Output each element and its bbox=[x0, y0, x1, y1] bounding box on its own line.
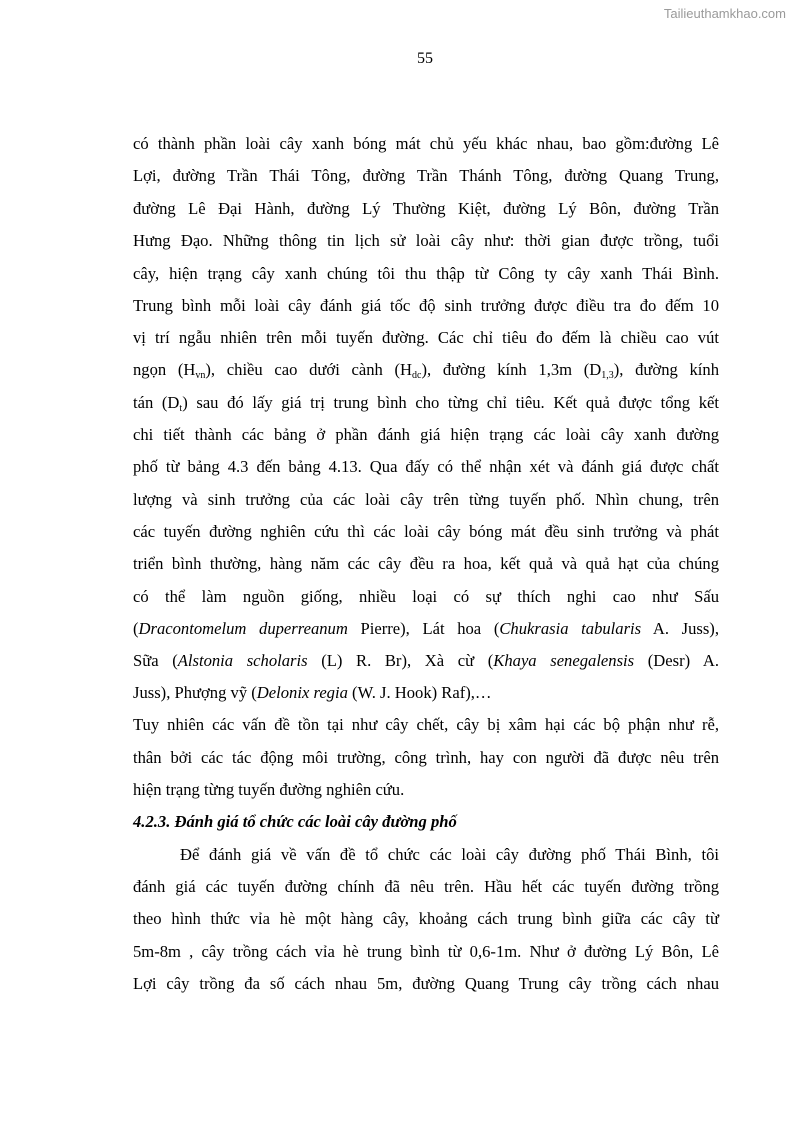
paragraph-line: Hưng Đạo. Những thông tin lịch sử loài cây như: thời gian được trồng, tuổi bbox=[133, 231, 719, 250]
text-run: ), đường kính bbox=[613, 360, 719, 379]
text-run: ) sau đó lấy giá trị trung bình cho từng chỉ tiêu. Kết quả được tổng kết bbox=[182, 393, 719, 412]
paragraph-line: cây, hiện trạng cây xanh chúng tôi thu thập từ Công ty cây xanh Thái Bình. bbox=[133, 264, 719, 283]
text-run: tán (D bbox=[133, 393, 180, 412]
paragraph-line: vị trí ngẫu nhiên trên mỗi tuyến đường. Các chỉ tiêu đo đếm là chiều cao vút bbox=[133, 328, 719, 347]
paragraph-line: lượng và sinh trưởng của các loài cây trên từng tuyến phố. Nhìn chung, trên bbox=[133, 490, 719, 509]
paragraph-line: có thành phần loài cây xanh bóng mát chủ yếu khác nhau, bao gồm:đường Lê bbox=[133, 134, 719, 153]
paragraph-line bbox=[133, 651, 719, 671]
paragraph-line: đánh giá các tuyến đường chính đã nêu trên. Hầu hết các tuyến đường trồng bbox=[133, 877, 719, 896]
text-run: ngọn (H bbox=[133, 360, 196, 379]
paragraph-line: Lợi, đường Trần Thái Tông, đường Trần Thánh Tông, đường Quang Trung, bbox=[133, 166, 719, 185]
page-number: 55 bbox=[417, 50, 433, 67]
paragraph-line: phố từ bảng 4.3 đến bảng 4.13. Qua đấy có thể nhận xét và đánh giá được chất bbox=[133, 457, 719, 476]
section-heading: 4.2.3. Đánh giá tổ chức các loài cây đường phố bbox=[133, 812, 457, 831]
paragraph-line: Để đánh giá về vấn đề tổ chức các loài cây đường phố Thái Bình, tôi bbox=[180, 845, 719, 864]
subscript: t bbox=[179, 403, 183, 414]
text-run: (L) R. Br), Xà cừ ( bbox=[307, 651, 494, 670]
text-run: (Desr) A. bbox=[634, 651, 719, 670]
paragraph-line: Lợi cây trồng đa số cách nhau 5m, đường Quang Trung cây trồng cách nhau bbox=[133, 974, 719, 993]
paragraph-line bbox=[133, 683, 719, 703]
paragraph-line: Trung bình mỗi loài cây đánh giá tốc độ sinh trưởng được điều tra đo đếm 10 bbox=[133, 296, 719, 315]
text-run: Sữa ( bbox=[133, 651, 178, 670]
species-name: Khaya senegalensis bbox=[493, 651, 635, 670]
paragraph-line: 5m-8m , cây trồng cách vỉa hè trung bình từ 0,6-1m. Như ở đường Lý Bôn, Lê bbox=[133, 942, 719, 961]
paragraph-line: theo hình thức vỉa hè một hàng cây, khoảng cách trung bình giữa các cây từ bbox=[133, 909, 719, 928]
paragraph-line: có thể làm nguồn giống, nhiều loại có sự thích nghi cao như Sấu bbox=[133, 587, 719, 606]
text-run: Pierre), Lát hoa ( bbox=[347, 619, 500, 638]
paragraph-line: thân bởi các tác động môi trường, công trình, hay con người đã được nêu trên bbox=[133, 748, 719, 767]
subscript: vn bbox=[195, 370, 206, 381]
subscript: dc bbox=[412, 370, 422, 381]
subscript: 1,3 bbox=[601, 370, 614, 381]
species-name: Delonix regia bbox=[256, 683, 348, 702]
paragraph-line: Tuy nhiên các vấn đề tồn tại như cây chết, cây bị xâm hại các bộ phận như rễ, bbox=[133, 715, 719, 734]
paragraph-line bbox=[133, 393, 719, 419]
paragraph-line: triển bình thường, hàng năm các cây đều ra hoa, kết quả và quả hạt của chúng bbox=[133, 554, 719, 573]
text-run: A. Juss), bbox=[641, 619, 719, 638]
paragraph-line bbox=[133, 360, 719, 386]
watermark: Tailieuthamkhao.com bbox=[663, 6, 786, 21]
species-name: Alstonia scholaris bbox=[177, 651, 308, 670]
text-run: ), đường kính 1,3m (D bbox=[421, 360, 602, 379]
text-run: ( bbox=[133, 619, 139, 638]
species-name: Dracontomelum duperreanum bbox=[138, 619, 348, 638]
paragraph-line: đường Lê Đại Hành, đường Lý Thường Kiệt, đường Lý Bôn, đường Trần bbox=[133, 199, 719, 218]
text-run: ), chiều cao dưới cành (H bbox=[205, 360, 413, 379]
paragraph-line bbox=[133, 619, 719, 639]
paragraph-line: chi tiết thành các bảng ở phần đánh giá hiện trạng các loài cây xanh đường bbox=[133, 425, 719, 444]
text-run: (W. J. Hook) Raf),… bbox=[347, 683, 492, 702]
species-name: Chukrasia tabularis bbox=[499, 619, 642, 638]
text-run: Juss), Phượng vỹ ( bbox=[133, 683, 257, 702]
paragraph-line: hiện trạng từng tuyến đường nghiên cứu. bbox=[133, 780, 405, 799]
paragraph-line: các tuyến đường nghiên cứu thì các loài cây bóng mát đều sinh trưởng và phát bbox=[133, 522, 719, 541]
